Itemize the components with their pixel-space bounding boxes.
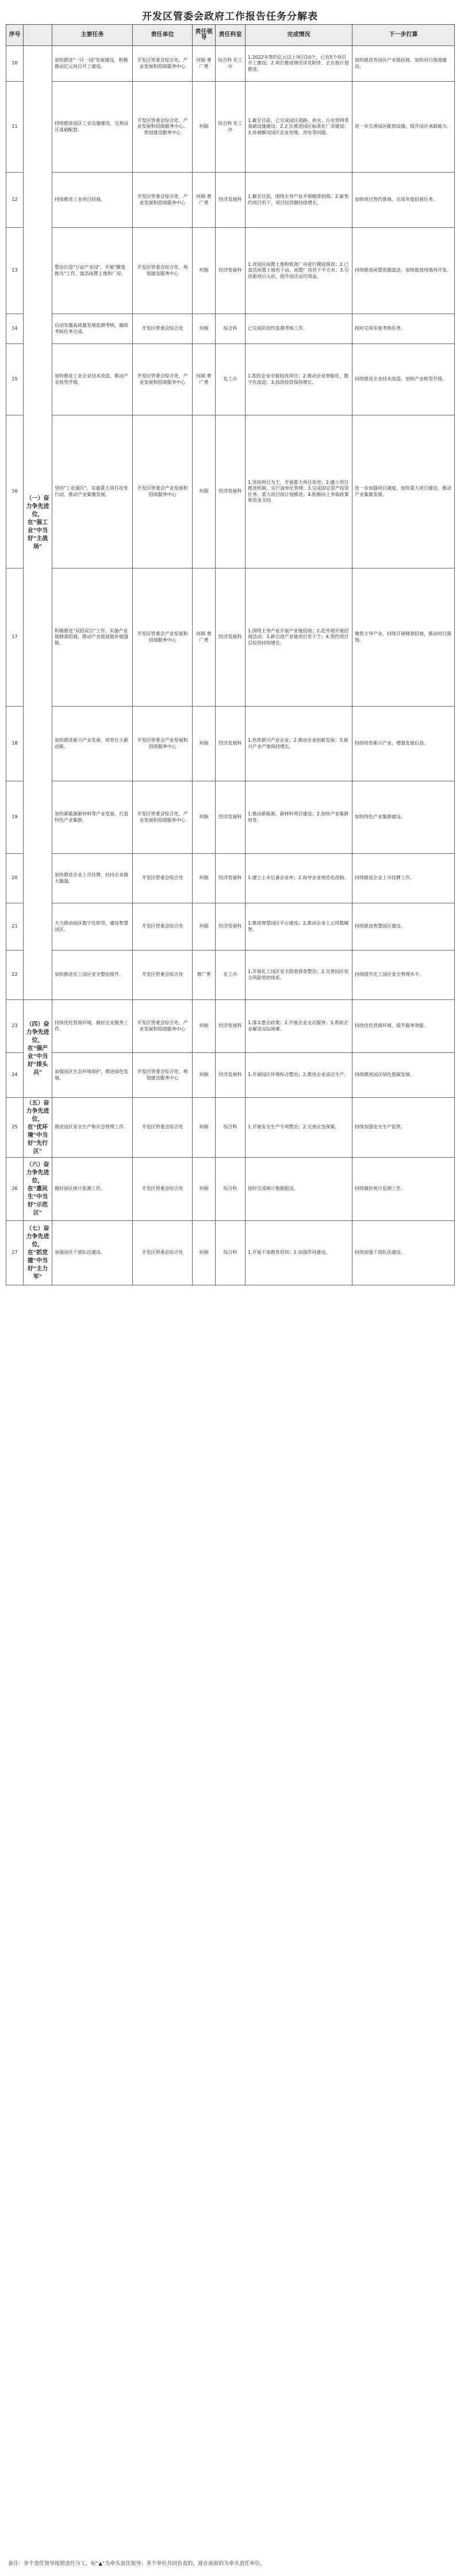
row-plan: 持续推进闲置资源盘活，加快低效用地再开发。 xyxy=(352,228,455,314)
row-leader: 曹广勇 xyxy=(193,951,216,1000)
row-status: 已完成阶段性监测考核工作。 xyxy=(246,314,352,344)
table-row xyxy=(6,951,455,1000)
task-table xyxy=(6,24,455,1285)
row-leader: 何娟 xyxy=(193,1098,216,1158)
row-leader: 何娟 xyxy=(193,314,216,344)
row-plan: 持续加强安全生产监管。 xyxy=(352,1098,455,1158)
row-status: 1.截至目前，围绕主导产业开展精准招商；2.新签约项目若干，项目投资额持续增长。 xyxy=(246,173,352,228)
row-dept: 经济发展科 xyxy=(216,854,246,903)
row-status: 1.围绕主导产业开展产业链招商；2.赴外地开展招商活动；3.新引进产业链项目若干个；4.签约项目总投资持续增长。 xyxy=(246,568,352,707)
row-task: 加强园区干部队伍建设。 xyxy=(52,1221,133,1285)
page-title: 开发区管委会政府工作报告任务分解表 xyxy=(142,11,318,22)
row-dept: 综合科 化工办 xyxy=(216,82,246,173)
row-task: 持续优化营商环境，做好企业服务工作。 xyxy=(52,1000,133,1053)
category-cell: （四）奋力争先进位，在"强产业"中当好"排头兵" xyxy=(24,1000,52,1098)
row-leader: 何娟 xyxy=(193,415,216,568)
row-plan: 持续加强干部队伍建设。 xyxy=(352,1221,455,1285)
row-unit: 开发区管委会综合处 xyxy=(133,1098,193,1158)
row-status: 1.推动新能源、新材料项目建设；2.加快产业集群培育。 xyxy=(246,781,352,854)
row-seq: 26 xyxy=(6,1158,24,1221)
row-unit: 开发区管委会综合处、产业发展和招商服务中心 xyxy=(133,173,193,228)
category-cell: （五）奋力争先进位，在"优环境"中当好"先行区" xyxy=(24,1098,52,1158)
row-unit: 开发区管委会综合处 xyxy=(133,314,193,344)
row-dept: 化工办 xyxy=(216,951,246,1000)
row-dept: 经济发展科 xyxy=(216,707,246,781)
row-plan: 持续推进企业技术改造，加快产业转型升级。 xyxy=(352,344,455,415)
row-status: 1.开展化工园区安全隐患排查整治；2.完善园区安全风险管控体系。 xyxy=(246,951,352,1000)
row-plan: 持续推进智慧园区建设。 xyxy=(352,903,455,951)
table-row xyxy=(6,415,455,568)
row-seq: 19 xyxy=(6,781,24,854)
row-plan: 持续做好统计监测工作。 xyxy=(352,1158,455,1221)
row-unit: 开发区管委会综合处、规划建设服务中心 xyxy=(133,228,193,314)
table-row xyxy=(6,344,455,415)
row-task: 持续推进工业项目招商。 xyxy=(52,173,133,228)
row-dept: 综合科 化工办 xyxy=(216,46,246,82)
row-task: 积极推进"双招双引"工作，实施产业链精准招商，推动产业链延链补链强链。 xyxy=(52,568,133,707)
row-seq: 24 xyxy=(6,1053,24,1098)
row-status: 1.开展干部教育培训；2.加强作风建设。 xyxy=(246,1221,352,1285)
category-cell: （七）奋力争先进位，在"抓党建"中当好"主力军" xyxy=(24,1221,52,1285)
row-dept: 综合科 xyxy=(216,314,246,344)
category-cell: （六）奋力争先进位，在"惠民生"中当好"示范区" xyxy=(24,1158,52,1221)
row-dept: 经济发展科 xyxy=(216,903,246,951)
row-leader: 何娟 xyxy=(193,228,216,314)
row-dept: 经济发展科 xyxy=(216,568,246,707)
row-leader: 何娟 曹广勇 xyxy=(193,344,216,415)
row-unit: 开发区管委会综合处、产业发展和招商服务中心 xyxy=(133,781,193,854)
row-seq: 17 xyxy=(6,568,24,707)
row-dept: 经济发展科 xyxy=(216,1000,246,1053)
row-status: 1.2022年签约亿元以上项目10个，已有5个项目开工建设；2.项目推进情况详见附件，正在按计划推进。 xyxy=(246,46,352,82)
row-unit: 开发区管委会综合处 xyxy=(133,903,193,951)
table-row xyxy=(6,173,455,228)
row-status: 1.推进智慧园区平台建设；2.推动企业上云用数赋智。 xyxy=(246,903,352,951)
row-seq: 14 xyxy=(6,314,24,344)
table-body xyxy=(6,46,455,1285)
row-unit: 开发区管委会综合处、产业发展和招商服务中心 xyxy=(133,1000,193,1053)
row-plan: 持续培育新兴产业，增强发展后劲。 xyxy=(352,707,455,781)
row-unit: 开发区管委会综合处、产业发展和招商服务中心 xyxy=(133,344,193,415)
row-plan: 持续优化营商环境，提升服务效能。 xyxy=(352,1000,455,1053)
header-task: 主要任务 xyxy=(52,25,133,46)
table-row xyxy=(6,1000,455,1053)
row-dept: 经济发展科 xyxy=(216,228,246,314)
table-row xyxy=(6,82,455,173)
row-status: 1.建立上市后备企业库；2.指导企业规范化改制。 xyxy=(246,854,352,903)
row-seq: 25 xyxy=(6,1098,24,1158)
table-header-row xyxy=(6,25,455,46)
row-task: 加快推进新兴产业发展，培育壮大新动能。 xyxy=(52,707,133,781)
row-status: 1.开展园区环境综合整治；2.推进企业清洁生产。 xyxy=(246,1053,352,1098)
header-seq: 序号 xyxy=(6,25,24,46)
header-status: 完成情况 xyxy=(246,25,352,46)
row-seq: 21 xyxy=(6,903,24,951)
row-dept: 经济发展科 xyxy=(216,781,246,854)
table-row xyxy=(6,781,455,854)
row-status: 1.组织企业申报技改项目；2.推动企业智能化、数字化改造；3.技改投资保持增长。 xyxy=(246,344,352,415)
table-row xyxy=(6,1158,455,1221)
row-task: 加快新能源新材料等产业发展，打造特色产业集群。 xyxy=(52,781,133,854)
row-status: 1.坚持项目为王，开展重大项目攻坚；2.建立项目推进机制，实行清单化管理；3.完成固定资产投资任务，重大项目按计划推进；4.积极向上争取政策和资金支持。 xyxy=(246,415,352,568)
row-seq: 16 xyxy=(6,415,24,568)
row-leader: 何娟 xyxy=(193,854,216,903)
table-row xyxy=(6,314,455,344)
row-plan: 持续提升化工园区安全管理水平。 xyxy=(352,951,455,1000)
table-row xyxy=(6,854,455,903)
header-dept: 责任科室 xyxy=(216,25,246,46)
row-unit: 开发区管委会综合处、产业发展和招商服务中心、规划建设服务中心 xyxy=(133,82,193,173)
row-status: 1.开展安全生产专项整治；2.完善应急预案。 xyxy=(246,1098,352,1158)
row-task: 做好园区统计监测工作。 xyxy=(52,1158,133,1221)
header-leader: 责任领导 xyxy=(193,25,216,46)
row-status: 1.对园区闲置土地和低效厂房进行摸底排查；2.已盘活闲置土地若干亩、闲置厂房若干平方米；3.引进新项目入驻，提升园区亩均效益。 xyxy=(246,228,352,314)
row-leader: 何娟 xyxy=(193,1221,216,1285)
row-plan: 进一步加强项目调度，加快重大项目建设，推动产业集聚发展。 xyxy=(352,415,455,568)
row-status: 1.培育新兴产业企业；2.推动企业创新发展；3.新兴产业产值保持增长。 xyxy=(246,707,352,781)
row-leader: 何娟 曹广勇 xyxy=(193,568,216,707)
row-leader: 何娟 曹广勇 xyxy=(193,173,216,228)
row-dept: 综合科 xyxy=(216,1098,246,1158)
row-plan: 加快推进各园区产业链招商，加快项目落地建设。 xyxy=(352,46,455,82)
row-task: 整治打造"万亩产业园"，开展"腾笼换鸟"工作，盘活闲置土地和厂房。 xyxy=(52,228,133,314)
row-dept: 综合科 xyxy=(216,1158,246,1221)
row-task: 大力推动园区数字化转型，建设智慧园区。 xyxy=(52,903,133,951)
header-category xyxy=(24,25,52,46)
row-dept: 综合科 xyxy=(216,1221,246,1285)
row-unit: 开发区管委会综合处 xyxy=(133,951,193,1000)
row-plan: 持续推进企业上市挂牌工作。 xyxy=(352,854,455,903)
row-leader: 何娟 xyxy=(193,1053,216,1098)
table-row xyxy=(6,903,455,951)
row-task: 启动实施高质量发展监测考核，确保考核任务完成。 xyxy=(52,314,133,344)
row-plan: 按时完成年度考核任务。 xyxy=(352,314,455,344)
row-seq: 20 xyxy=(6,854,24,903)
row-unit: 开发区管委会产业发展和招商服务中心 xyxy=(133,415,193,568)
row-status: 按时完成统计数据报送。 xyxy=(246,1158,352,1221)
row-unit: 开发区管委会产业发展和招商服务中心 xyxy=(133,568,193,707)
row-task: 加快推进企业上市挂牌，扶持企业做大做强。 xyxy=(52,854,133,903)
row-seq: 18 xyxy=(6,707,24,781)
row-leader: 何娟 xyxy=(193,781,216,854)
table-row xyxy=(6,228,455,314)
row-task: 持续推进园区工业设施建设，完善园区基础配套。 xyxy=(52,82,133,173)
category-cell: （一）奋力争先进位，在"强工业"中当好"主战场" xyxy=(24,46,52,1000)
row-seq: 27 xyxy=(6,1221,24,1285)
table-row xyxy=(6,1053,455,1098)
row-task: 加快推进化工园区安全整治提升。 xyxy=(52,951,133,1000)
table-row xyxy=(6,1098,455,1158)
row-leader: 何娟 xyxy=(193,903,216,951)
row-seq: 23 xyxy=(6,1000,24,1053)
row-dept: 经济发展科 xyxy=(216,415,246,568)
row-unit: 开发区管委会综合处 xyxy=(133,1158,193,1221)
table-row xyxy=(6,568,455,707)
row-seq: 13 xyxy=(6,228,24,314)
row-plan: 加快特色产业集群建设。 xyxy=(352,781,455,854)
row-task: 加强园区生态环境保护，推进绿色发展。 xyxy=(52,1053,133,1098)
row-seq: 15 xyxy=(6,344,24,415)
row-task: 坚持"工业强区"，实施重大项目攻坚行动，推动产业集聚发展。 xyxy=(52,415,133,568)
row-plan: 进一步完善园区配套设施，提升园区承载能力。 xyxy=(352,82,455,173)
row-leader: 何娟 xyxy=(193,82,216,173)
row-dept: 经济发展科 xyxy=(216,173,246,228)
row-unit: 开发区管委会综合处、产业发展和招商服务中心 xyxy=(133,46,193,82)
row-leader: 何娟 曹广勇 xyxy=(193,46,216,82)
row-seq: 12 xyxy=(6,173,24,228)
table-row xyxy=(6,46,455,82)
row-seq: 11 xyxy=(6,82,24,173)
footnote: 备注：多个责任领导按照责任分工，标"▲"为牵头责任领导；多个单位共同负责的，排在前面的为牵头责任单位。 xyxy=(8,2561,266,2567)
row-task: 加快推进"一区一园"发展建设，积极推动亿元项目开工建设。 xyxy=(52,46,133,82)
row-dept: 经济发展科 xyxy=(216,1053,246,1098)
row-unit: 开发区管委会综合处 xyxy=(133,1221,193,1285)
row-unit: 开发区管委会综合处、规划建设服务中心 xyxy=(133,1053,193,1098)
row-task: 加快推进工业企业技术改造，推动产业转型升级。 xyxy=(52,344,133,415)
row-leader: 何娟 xyxy=(193,1158,216,1221)
row-status: 1.落实惠企政策；2.开展企业走访服务；3.帮助企业解决实际困难。 xyxy=(246,1000,352,1053)
row-status: 1.截至目前，已完成园区道路、供水、污水管网等基础设施建设；2.正在推进园区标准化厂房建设；3.协调解决园区企业用地、用电等问题。 xyxy=(246,82,352,173)
row-plan: 加快项目签约落地，完成年度招商任务。 xyxy=(352,173,455,228)
row-leader: 何娟 xyxy=(193,1000,216,1053)
row-task: 推进园区安全生产和应急管理工作。 xyxy=(52,1098,133,1158)
row-seq: 10 xyxy=(6,46,24,82)
header-plan: 下一步打算 xyxy=(352,25,455,46)
row-dept: 化工办 xyxy=(216,344,246,415)
row-leader: 何娟 xyxy=(193,707,216,781)
row-unit: 开发区管委会综合处 xyxy=(133,854,193,903)
row-plan: 持续推进园区绿色低碳发展。 xyxy=(352,1053,455,1098)
table-row xyxy=(6,707,455,781)
row-seq: 22 xyxy=(6,951,24,1000)
header-unit: 责任单位 xyxy=(133,25,193,46)
row-unit: 开发区管委会产业发展和招商服务中心 xyxy=(133,707,193,781)
row-plan: 聚焦主导产业，持续开展精准招商，推动项目落地。 xyxy=(352,568,455,707)
table-row xyxy=(6,1221,455,1285)
